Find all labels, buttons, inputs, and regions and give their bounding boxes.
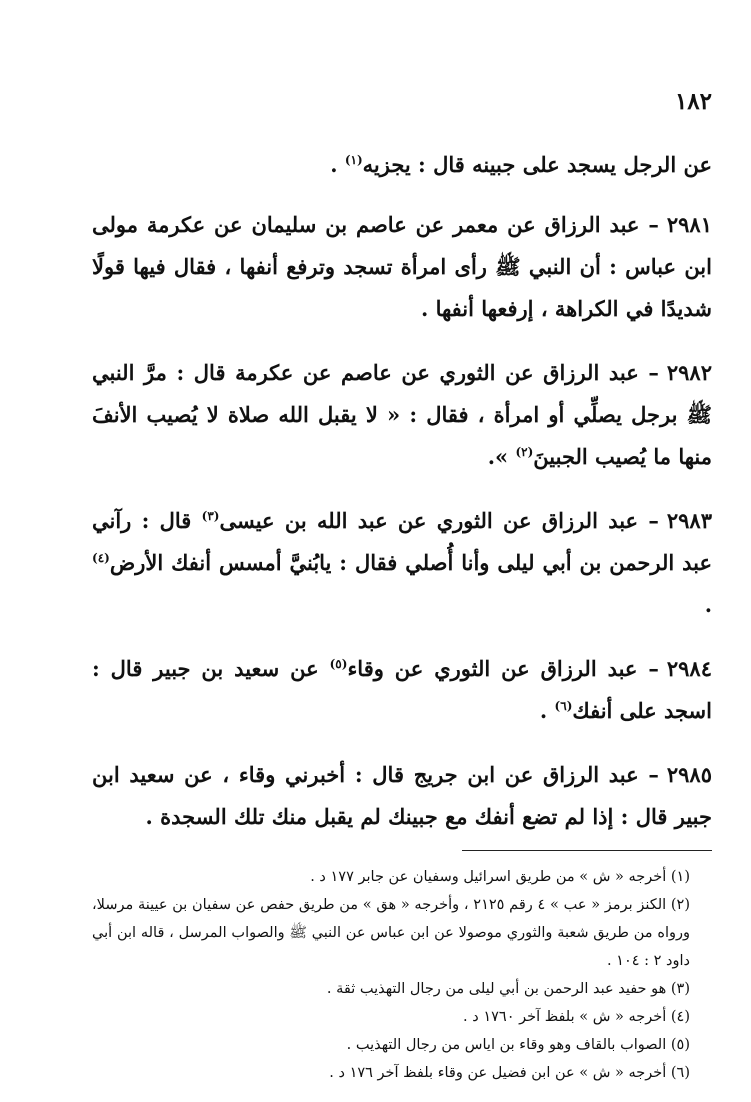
paragraph-tail: . xyxy=(330,152,345,177)
footnote-ref[interactable]: (٥) xyxy=(329,657,348,671)
hadith-number: ٢٩٨٣ xyxy=(666,508,712,533)
hadith-2982 xyxy=(92,352,712,478)
footnote-ref[interactable]: (٦) xyxy=(554,699,573,713)
paragraph-tail: قال : رآني عبد الرحمن بن أبي ليلى وأنا أُصلي فقال : يابُنيَّ أمسس أنفك الأرض xyxy=(92,508,712,575)
footnote-ref[interactable]: (١) xyxy=(344,153,363,167)
footnotes xyxy=(92,863,712,1087)
hadith-2985 xyxy=(92,754,712,838)
paragraph-tail: ». xyxy=(487,444,516,469)
footnote-1: (١) أخرجه « ش » من طريق اسرائيل وسفيان عن جابر ١٧٧ د . xyxy=(310,869,690,885)
hadith-2984 xyxy=(92,648,712,732)
paragraph-text: – عبد الرزاق عن الثوري عن وقاء xyxy=(347,656,659,681)
paragraph-text: – عبد الرزاق عن الثوري عن عبد الله بن عيسى xyxy=(219,508,659,533)
hadith-number: ٢٩٨١ xyxy=(666,212,712,237)
hadith-2983 xyxy=(92,500,712,626)
book-page xyxy=(92,88,712,1087)
footnote-2: (٢) الكنز برمز « عب » ٤ رقم ٢١٢٥ ، وأخرجه « هق » من طريق حفص عن سفيان بن عيينة مرسلا، ورواه من طريق شعبة والثوري موصولا عن ابن عباس عن النبي ﷺ والصواب المرسل ، قاله ابن أبي داود ٢ : ١٠٤ . xyxy=(92,897,690,969)
paragraph-tail: عن سعيد بن جبير قال : اسجد على أنفك xyxy=(92,656,712,723)
paragraph-continuation xyxy=(92,144,712,186)
paragraph-text: – عبد الرزاق عن ابن جريج قال : أخبرني وقاء ، عن سعيد ابن جبير قال : إذا لم تضع أنفك مع جبينك لم يقبل منك تلك السجدة . xyxy=(92,762,712,829)
hadith-number: ٢٩٨٢ xyxy=(666,360,712,385)
footnote-4: (٤) أخرجه « ش » بلفظ آخر ١٧٦٠ د . xyxy=(463,1009,690,1025)
paragraph-text: عن الرجل يسجد على جبينه قال : يجزيه xyxy=(362,152,712,177)
footnote-ref[interactable]: (٣) xyxy=(201,509,220,523)
footnote-divider xyxy=(462,850,712,851)
footnote-ref[interactable]: (٤) xyxy=(92,551,110,565)
footnote-3: (٣) هو حفيد عبد الرحمن بن أبي ليلى من رجال التهذيب ثقة . xyxy=(326,981,690,997)
footnote-ref[interactable]: (٢) xyxy=(515,445,534,459)
hadith-2981 xyxy=(92,204,712,330)
page-number: ١٨٢ xyxy=(674,88,712,115)
paragraph-tail: . xyxy=(539,698,555,723)
paragraph-text: – عبد الرزاق عن معمر عن عاصم بن سليمان عن عكرمة مولى ابن عباس : أن النبي ﷺ رأى امرأة تسجد وترفع أنفها ، فقال فيها قولًا شديدًا في الكراهة ، إرفعها أنفها . xyxy=(92,212,712,321)
paragraph-text: – عبد الرزاق عن الثوري عن عاصم عن عكرمة قال : مرَّ النبي ﷺ برجل يصلِّي أو امرأة ، فقال : « لا يقبل الله صلاة لا يُصيب الأنفَ منها ما يُصيب الجبينَ xyxy=(92,360,712,469)
footnote-6: (٦) أخرجه « ش » عن ابن فضيل عن وقاء بلفظ آخر ١٧٦ د . xyxy=(329,1065,690,1081)
hadith-number: ٢٩٨٥ xyxy=(666,762,712,787)
footnote-5: (٥) الصواب بالقاف وهو وقاء بن اياس من رجال التهذيب . xyxy=(346,1037,690,1053)
paragraph-tail: . xyxy=(704,592,712,617)
hadith-number: ٢٩٨٤ xyxy=(666,656,712,681)
